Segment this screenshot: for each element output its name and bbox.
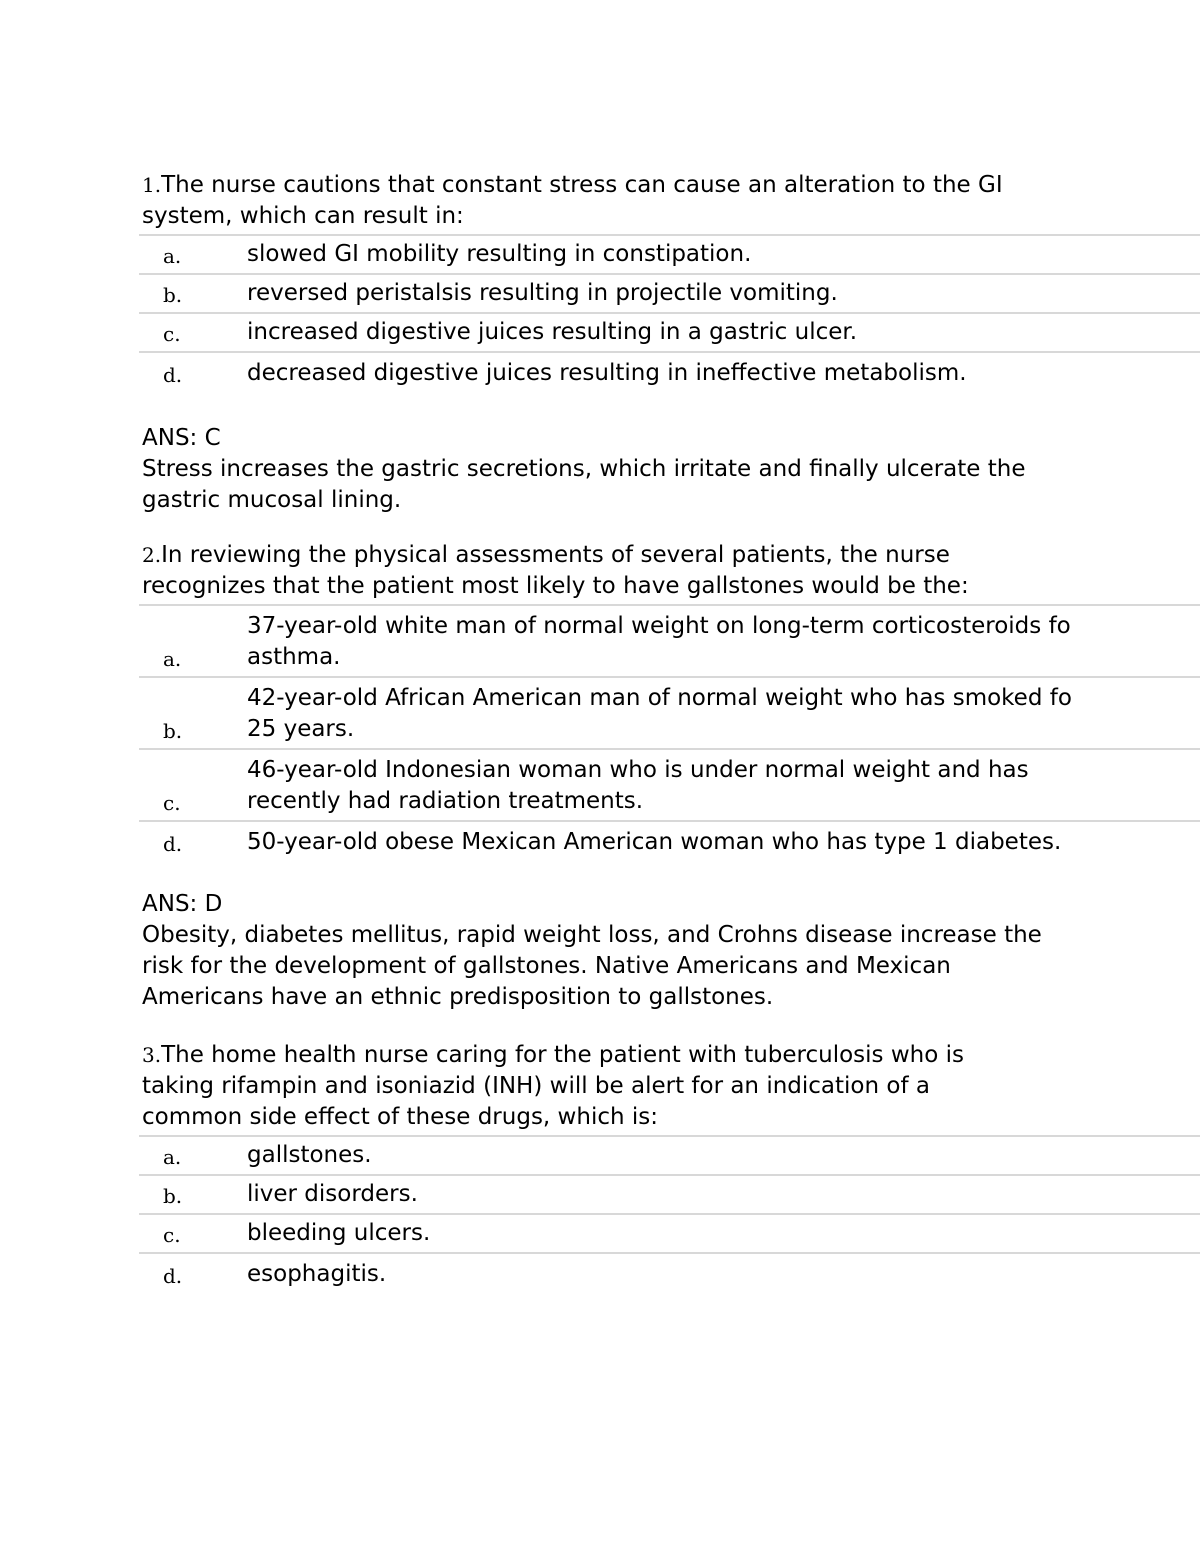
option-text-line: 25 years.: [247, 716, 355, 742]
option-row: [139, 275, 1200, 314]
question-stem: [142, 170, 1072, 232]
option-letter: b.: [163, 719, 183, 743]
answer-block: [142, 889, 1200, 1013]
option-text: decreased digestive juices resulting in ineffective metabolism.: [247, 360, 967, 386]
option-text: [247, 611, 1200, 673]
question-3: [142, 1040, 1200, 1293]
option-text-line: 42-year-old African American man of normal weight who has smoked fo: [247, 685, 1072, 711]
option-letter: a.: [163, 647, 182, 671]
option-letter: a.: [163, 1145, 182, 1169]
option-letter: a.: [163, 244, 182, 268]
option-text: increased digestive juices resulting in a gastric ulcer.: [247, 319, 858, 345]
option-letter: c.: [163, 791, 181, 815]
option-text: esophagitis.: [247, 1261, 387, 1287]
option-letter: b.: [163, 283, 183, 307]
option-letter: c.: [163, 1223, 181, 1247]
option-letter: d.: [163, 1264, 183, 1288]
option-row: [139, 353, 1200, 392]
option-list: [139, 604, 1200, 861]
question-number: 2.: [142, 543, 162, 567]
option-text: bleeding ulcers.: [247, 1220, 431, 1246]
option-row: [139, 314, 1200, 353]
question-stem: [142, 1040, 1032, 1133]
option-text: reversed peristalsis resulting in projectile vomiting.: [247, 280, 838, 306]
question-text: The home health nurse caring for the patient with tuberculosis who is taking rifampin and isoniazid (INH) will be alert for an indication of a common side effect of these drugs, which is:: [142, 1042, 964, 1130]
option-letter: d.: [163, 363, 183, 387]
question-number: 1.: [142, 173, 162, 197]
option-text: 50-year-old obese Mexican American woman who has type 1 diabetes.: [247, 829, 1062, 855]
option-letter: c.: [163, 322, 181, 346]
option-row: [139, 1254, 1200, 1293]
option-row: [139, 822, 1200, 861]
option-text: [247, 683, 1200, 745]
rationale-text: Stress increases the gastric secretions, which irritate and finally ulcerate the gastric mucosal lining.: [142, 456, 1026, 513]
option-row: [139, 1137, 1200, 1176]
option-text-line: 37-year-old white man of normal weight on long-term corticosteroids fo: [247, 613, 1071, 639]
question-text: In reviewing the physical assessments of several patients, the nurse recognizes that the patient most likely to have gallstones would be the:: [142, 542, 969, 599]
answer-block: [142, 423, 1200, 516]
option-letter: b.: [163, 1184, 183, 1208]
rationale-text: Obesity, diabetes mellitus, rapid weight loss, and Crohns disease increase the risk for the development of gallstones. Native Americans and Mexican Americans have an ethnic predisposition to gallstones.: [142, 922, 1042, 1010]
option-text-line: asthma.: [247, 644, 341, 670]
option-row: [139, 1215, 1200, 1254]
option-row: [139, 236, 1200, 275]
option-text: liver disorders.: [247, 1181, 418, 1207]
option-text-line: 46-year-old Indonesian woman who is under normal weight and has: [247, 757, 1029, 783]
option-row: [139, 678, 1200, 750]
document: [142, 170, 1200, 1293]
option-list: [139, 1135, 1200, 1293]
question-stem: [142, 540, 1022, 602]
option-letter: d.: [163, 832, 183, 856]
answer-key: ANS: C: [142, 425, 221, 451]
option-row: [139, 1176, 1200, 1215]
option-text: slowed GI mobility resulting in constipation.: [247, 241, 752, 267]
question-1: [142, 170, 1200, 516]
question-number: 3.: [142, 1043, 162, 1067]
question-2: [142, 540, 1200, 1013]
option-text: gallstones.: [247, 1142, 372, 1168]
option-row: [139, 606, 1200, 678]
question-text: The nurse cautions that constant stress can cause an alteration to the GI system, which can result in:: [142, 172, 1003, 229]
option-text-line: recently had radiation treatments.: [247, 788, 644, 814]
option-row: [139, 750, 1200, 822]
answer-key: ANS: D: [142, 891, 223, 917]
option-list: [139, 234, 1200, 392]
option-text: [247, 755, 1200, 817]
